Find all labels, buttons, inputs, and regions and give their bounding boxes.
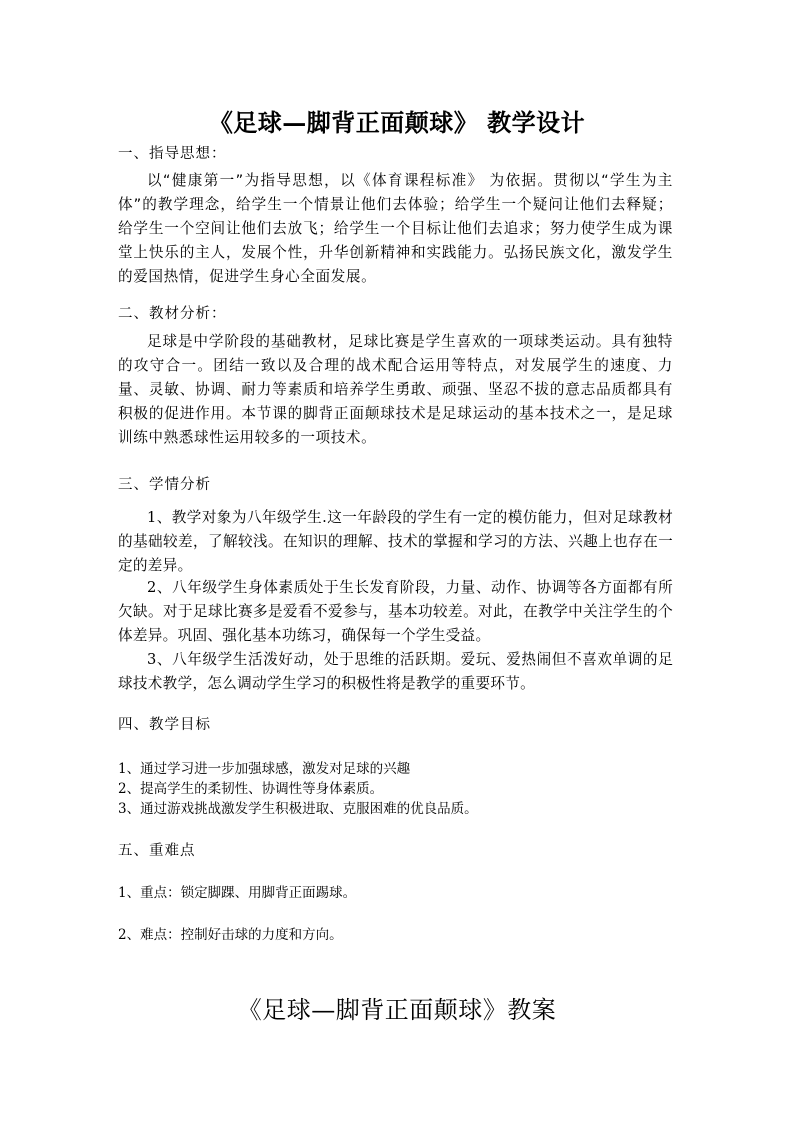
paragraph-material-analysis: 足球是中学阶段的基础教材，足球比赛是学生喜欢的一项球类运动。具有独特的攻守合一。团结一致以及合理的战术配合运用等特点，对发展学生的速度、力量、灵敏、协调、耐力等素质和培养学生勇敢、顽强、坚忍不拔的意志品质都具有积极的促进作用。本节课的脚背正面颠球技术是足球运动的基本技术之一，是足球训练中熟悉球性运用较多的一项技术。 — [118, 333, 673, 446]
section-heading-student-analysis: 三、学情分析 — [118, 477, 211, 493]
paragraph-student-analysis-1: 1、教学对象为八年级学生.这一年龄段的学生有一定的模仿能力，但对足球教材的基础较差，了解较浅。在知识的理解、技术的掌握和学习的方法、兴趣上也存在一定的差异。 — [118, 509, 673, 574]
objective-item: 1、通过学习进一步加强球感，激发对足球的兴趣 — [118, 761, 411, 777]
lesson-plan-title: 《足球—脚背正面颠球》教案 — [237, 996, 557, 1024]
objective-item: 3、通过游戏挑战激发学生积极进取、克服困难的优良品质。 — [118, 801, 478, 817]
section-heading-teaching-objectives: 四、教学目标 — [118, 717, 211, 733]
document-title: 《足球—脚背正面颠球》 教学设计 — [208, 108, 586, 137]
paragraph-student-analysis-3: 3、八年级学生活泼好动，处于思维的活跃期。爱玩、爱热闹但不喜欢单调的足球技术教学，怎么调动学生学习的积极性将是教学的重要环节。 — [118, 651, 673, 692]
section-heading-material-analysis: 二、教材分析： — [118, 306, 227, 322]
difficult-point-item: 2、难点：控制好击球的力度和方向。 — [118, 927, 343, 943]
paragraph-guiding-ideology: 以“健康第一”为指导思想，以《体育课程标准》 为依据。贯彻以“学生为主体”的教学理念，给学生一个情景让他们去体验；给学生一个疑问让他们去释疑；给学生一个空间让他们去放飞；给学生一个目标让他们去追求；努力使学生成为课堂上快乐的主人，发展个性，升华创新精神和实践能力。弘扬民族文化，激发学生的爱国热情，促进学生身心全面发展。 — [118, 172, 673, 285]
section-heading-key-difficult-points: 五、重难点 — [118, 843, 196, 859]
key-point-item: 1、重点：锁定脚踝、用脚背正面踢球。 — [118, 885, 357, 901]
section-heading-guiding-ideology: 一、指导思想： — [118, 146, 227, 162]
objective-item: 2、提高学生的柔韧性、协调性等身体素质。 — [118, 781, 384, 797]
paragraph-student-analysis-2: 2、八年级学生身体素质处于生长发育阶段，力量、动作、协调等各方面都有所欠缺。对于足球比赛多是爱看不爱参与，基本功较差。对此，在教学中关注学生的个体差异。巩固、强化基本功练习，确保每一个学生受益。 — [118, 579, 673, 644]
